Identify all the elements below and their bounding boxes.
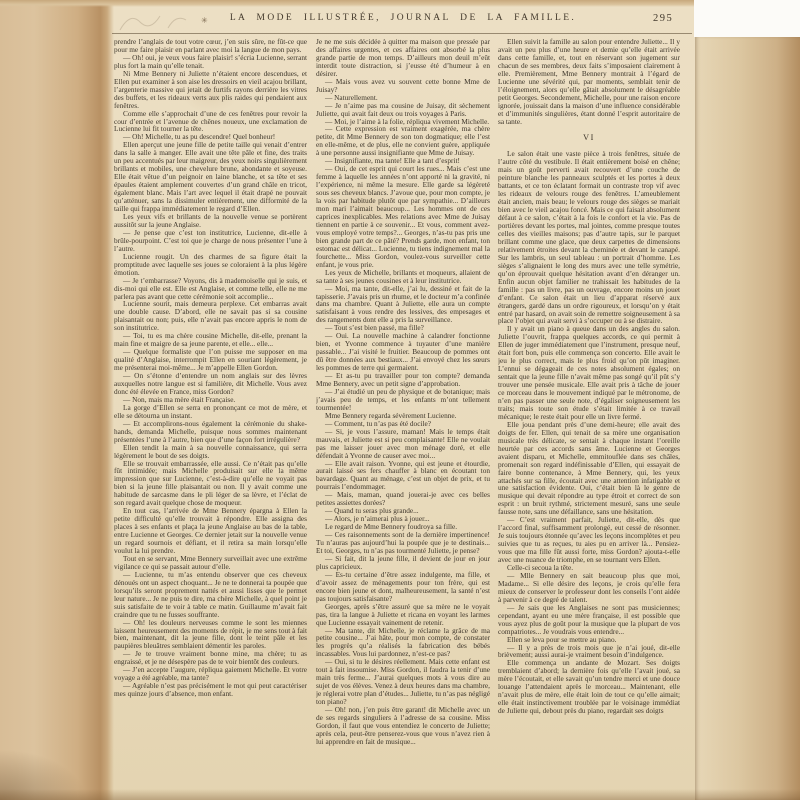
paragraph: — Es-tu certaine d’être assez indulgente, ma fille, et d’avoir assez de ménagements pour ton frère, qui est encore bien jeune et dont, malheureusement, la santé n’est pas toujours satisfaisante? [316,569,490,603]
ornament-mark: ✳ [201,16,208,25]
paragraph: Ni Mme Bennery ni Juliette n’étaient encore descendues, et Ellen put examiner à son aise les dressoirs en vieil acajou brillant, l’argenterie massive qui jetait de furtifs rayons derrière les vitres des buffets, et les rideaux verts aux plis raides qui pendaient aux fenêtres. [114,68,307,110]
paragraph: — Oh! oui, je veux vous faire plaisir! s’écria Lucienne, serrant plus fort la main qu’elle tenait. [114,52,307,70]
paragraph: Mme Bennery regarda sévèrement Lucienne. [325,410,457,420]
paragraph: — Oui, si tu le désires réellement. Mais cette enfant est tout à fait insoumise. Miss Gordon, il faudra la tenir d’une main très ferme... J’aurai quelques mots à vous dire au sujet de vos élèves. Venez à deux heures dans ma chambre, je réglerai votre plan d’études... Juliette, tu n’as pas négligé ton piano? [316,657,490,707]
text-column-1 [114,38,307,794]
paragraph: — Alors, je n’aimerai plus à jouer... [325,514,430,524]
paragraph: — Ces raisonnements sont de la dernière impertinence! Tu n’auras pas aujourd’hui la poupée que je te destinais... Et toi, Georges, tu n’as pas tourmenté Juliette, je pense? [316,530,490,555]
paragraph: — Si fait, dit la jeune fille, il devient de jour en jour plus capricieux. [316,553,490,571]
page-stack-edge [695,37,800,800]
page-top-edge [0,0,698,7]
journal-title: LA MODE ILLUSTRÉE, JOURNAL DE LA FAMILLE. [229,13,577,23]
paragraph: Tout en se servant, Mme Bennery surveillait avec une extrême vigilance ce qui se passait autour d’elle. [114,553,307,571]
paragraph: — Je te trouve vraiment bonne mine, ma chère; tu as engraissé, et je ne désespère pas de te voir bientôt des couleurs. [114,649,307,667]
paragraph: La gorge d’Ellen se serra en prononçant ce mot de mère, et elle se détourna un instant. [114,402,307,420]
paragraph: — Et as-tu pu travailler pour ton compte? demanda Mme Bennery, avec un petit signe d’approbation. [316,371,490,388]
paragraph: — J’en accepte l’augure, répliqua gaiement Michelle. Et votre voyage a été agréable, ma tante? [114,665,307,683]
paragraph: prendre l’anglais de tout votre cœur, j’en suis sûre, ne fût-ce que pour me faire plaisir en parlant avec moi la langue de mon pays. [114,38,307,54]
paragraph: — Moi, je l’aime à la folie, répliqua vivement Michelle. [325,116,490,126]
paragraph: — Et accomplirons-nous également la cérémonie du shake-hands, demanda Michelle, puisque nous sommes maintenant présentées l’une à l’autre, bien que d’une façon fort irrégulière? [114,418,307,444]
paragraph: — Elle avait raison. Yvonne, qui est jeune et étourdie, aurait laissé ses fers chauffer à blanc en écoutant ton bavardage. Quant au ménage, c’est un objet de prix, et tu pourrais l’endommager. [316,458,490,492]
text-column-2 [316,38,490,794]
paragraph: Les yeux vifs et brillants de la nouvelle venue se portèrent aussitôt sur la jeune Anglaise. [114,211,307,229]
paragraph: — Je t’embarrasse? Voyons, dis à mademoiselle qui je suis, et dis-moi qui elle est. Elle est Anglaise, et comme telle, elle ne me parlera pas avant que cette cérémonie soit accomplie... [114,275,307,301]
paragraph: — Quand tu seras plus grande... [325,506,419,516]
paragraph: — Moi, ma tante, dit-elle, j’ai lu, dessiné et fait de la tapisserie. J’avais pris un rhume, et le docteur m’a confinée dans ma chambre. Quant à Juliette, elle aura un compte satisfaisant à vous rendre des lessives, des empesages et des rangements dont elle a pris la surveillance. [316,283,490,325]
paragraph: Ellen tendit la main à sa nouvelle connaissance, qui serra légèrement le bout de ses doigts. [114,442,307,460]
paragraph: Ellen se leva pour se mettre au piano. [507,634,617,644]
paragraph: Elle commença un andante de Mozart. Ses doigts tremblaient d’abord; la dernière fois qu’elle l’avait joué, sa mère l’écoutait, et elle savait qu’un tendre merci et une douce louange l’attendaient après le morceau... Maintenant, elle n’avait plus de mère, elle était loin de tout ce qu’elle aimait; elle était instinctivement troublée par le voisinage immédiat de Juliette qui, debout près du piano, regardait ses doigts [498,658,680,716]
paragraph: — Il y a près de trois mois que je n’ai joué, dit-elle brièvement; aussi aurai-je vraiment besoin d’indulgence. [498,642,680,660]
paragraph: Elle joua pendant près d’une demi-heure; elle avait des doigts de fer. Ellen, qui tenait de sa mère une organisation musicale très délicate, se sentait à chaque instant l’oreille heurtée par ces accords sans âme. Lucienne et Georges avaient disparu, et Michelle, emmitouflée dans ses châles, promenait son regard indéfinissable d’Ellen, qui essayait de faire bonne contenance, à Mme Bennery, qui, les yeux attachés sur sa fille, écoutait avec une attention infatigable et une satisfaction évidente. Oui, c’était bien là le genre de musique qui devait répondre au type étroit et correct de son esprit : un bruit rythmé, strictement mesuré, sans une seule fausse note, sans une défaillance, sans une hésitation. [498,419,680,517]
paragraph: — Cette expression est vraiment exagérée, ma chère petite, dit Mme Bennery de son ton dogmatique; elle l’est en elle-même, et de plus, elle ne convient guère, appliquée à une personne aussi insignifiante que Mme de Juisay. [316,124,490,158]
paragraph: Les yeux de Michelle, brillants et moqueurs, allaient de sa tante à ses jeunes cousines et à leur institutrice. [316,267,490,285]
paragraph: Elle se trouvait embarrassée, elle aussi. Ce n’était pas qu’elle fût intimidée; mais Michelle produisait sur elle la même impression que sur Lucienne, c’est-à-dire qu’elle ne voyait pas bien si la jeune fille plaisantait ou non. Il y avait comme une habitude de sarcasme dans le pli léger de sa lèvre, et l’éclat de son regard avait quelque chose de moqueur. [114,458,307,508]
page-gutter-shadow [0,0,114,800]
paragraph: — Naturellement. [325,92,378,102]
paragraph: Georges, après s’être assuré que sa mère ne le voyait pas, tira la langue à Juliette et ricana en voyant les larmes que Lucienne essayait vainement de retenir. [316,601,490,627]
section-heading: VI [583,133,595,143]
paragraph: Ellen suivit la famille au salon pour entendre Juliette... Il y avait un peu plus d’une heure et demie qu’elle était arrivée dans cette famille, et, tout en réservant son jugement sur chacun de ses membres, deux faits s’imposaient clairement à elle. Premièrement, Mme Bennery montrait à l’égard de Lucienne une sévérité qui, par moments, semblait tenir de l’éloignement, alors qu’elle gâtait absolument le désagréable petit Georges. Secondement, Michelle, pour une raison encore ignorée, jouissait dans la maison d’une influence considérable et d’immunités singulières, étant donné l’esprit autoritaire de sa tante. [498,38,680,126]
paragraph: — Mais, maman, quand jouerai-je avec ces belles petites assiettes dorées? [316,490,490,508]
paragraph: Il y avait un piano à queue dans un des angles du salon. Juliette l’ouvrit, frappa quelques accords, ce qui permit à Ellen de juger immédiatement que l’instrument, presque neuf, était fort bon, puis elle commença son concerto. Elle avait le jeu le plus correct, mais le plus froid qu’on pût imaginer. L’ennui se dégageait de ces notes absolument égales; on sentait que la jeune fille n’avait même pas songé qu’il pût s’y trouver une pensée musicale. Elle avait pris à tâche de jouer ce morceau dans le mouvement indiqué par le métronome, de n’en pas passer une seule note, d’égaliser soigneusement les traits; mais toute son étude s’était limitée à ce travail mécanique; le reste était pour elle un livre fermé. [498,324,680,421]
paragraph: — Non, mais ma mère était Française. [123,394,236,404]
paragraph: — On s’étonne d’entendre un nom anglais sur des lèvres auxquelles notre langue est si familière, dit Michelle. Vous avez donc été élevée en France, miss Gordon? [114,371,307,396]
paragraph: — Comment, tu n’as pas été docile? [325,418,431,428]
paragraph: — Agréable n’est pas précisément le mot qui peut caractériser mes quinze jours d’absence, mon enfant. [114,681,307,699]
paragraph: — Je pense que c’est ton institutrice, Lucienne, dit-elle à brûle-pourpoint. C’est toi que je charge de nous présenter l’une à l’autre. [114,227,307,253]
paragraph: — J’ai étudié un peu de physique et de botanique; mais j’avais peu de temps, et les enfants m’ont tellement tourmentée! [316,386,490,412]
paragraph: — Je n’aime pas ma cousine de Juisay, dit sèchement Juliette, qui avait fait deux ou trois voyages à Paris. [316,100,490,118]
paragraph: Le salon était une vaste pièce à trois fenêtres, située de l’autre côté du vestibule. Il était entièrement boisé en chêne; mais un goût perverti avait recouvert d’une couche de peinture blanche les panneaux sculptés et les portes à deux battants, et ce ton éclatant formait un contraste trop vif avec les rideaux de velours rouge des fenêtres. L’ameublement était ancien, mais beau; le velours rouge des sièges se mariait bien avec le vieil acajou foncé. Mais ce qui faisait absolument défaut à ce salon, c’était à la fois le confort et la vie. Pas de portières devant les portes, mal jointes, comme presque toutes celles des vieilles maisons; pas d’autre tapis, sur le parquet brillant comme une glace, que deux carpettes de dimensions relativement étroites devant la cheminée et devant le canapé. Sur les lambris, un seul tableau : un portrait d’homme. Les sièges s’alignaient le long des murs avec une telle symétrie, qu’on éprouvait quelque hésitation avant d’en déranger un. Enfin aucun objet familier ne trahissait les habitudes de la famille : pas un livre, pas un ouvrage, encore moins un jouet d’enfant. Ce salon était un lieu d’apparat réservé aux étrangers, gardé dans un ordre rigoureux, et lorsqu’on y était entré par hasard, on avait soin de remettre soigneusement à sa place l’objet qui avait servi à s’occuper ou à se distraire. [498,149,680,326]
paragraph: Le regard de Mme Bennery foudroya sa fille. [325,522,458,532]
paragraph: — Mlle Bennery en sait beaucoup plus que moi, Madame... Si elle désire des leçons, je crois qu’elle fera mieux de conserver le professeur dont les conseils l’ont aidée à parvenir à ce degré de talent. [498,570,680,604]
page-number: 295 [653,13,674,24]
paragraph: Lucienne sourit, mais demeura perplexe. Cet embarras avait une double cause. D’abord, elle ne savait pas si sa cousine plaisantait ou non; puis, elle n’avait pas encore appris le nom de son institutrice. [114,299,307,333]
page-bottom-edge [0,789,800,800]
paragraph: — Mais vous avez vu souvent cette bonne Mme de Juisay? [316,76,490,94]
paragraph: En tout cas, l’arrivée de Mme Bennery épargna à Ellen la petite difficulté qu’elle trouvait à répondre. Elle assigna des places à ses enfants et plaça la jeune Anglaise au bas de la table, entre Lucienne et Georges. Ce dernier jetait sur la nouvelle venue un regard sournois et défiant, et il retira sa main lorsqu’elle voulut la lui prendre. [114,506,307,555]
paragraph: — Tout s’est bien passé, ma fille? [325,323,424,333]
paragraph: Je ne me suis décidée à quitter ma maison que pressée par des affaires urgentes, et ces affaires ont absorbé la plus grande partie de mon temps. D’ailleurs mon deuil m’eût interdit toute distraction, si j’eusse été d’humeur à en désirer. [316,38,490,78]
paragraph: — Oui. La nouvelle machine à calandrer fonctionne bien, et Yvonne commence à tuyauter d’une manière passable... J’ai visité le fruitier. Beaucoup de pommes ont dû être données aux bestiaux... J’ai envoyé chez les sœurs les pommes de terre qui germaient. [316,331,490,373]
paragraph: — Quelque formaliste que l’on puisse me supposer en ma qualité d’Anglaise, interrompit Ellen en souriant légèrement, je me présenterai moi-même... Je m’appelle Ellen Gordon. [114,347,307,373]
paragraph: — Oh! non, j’en puis être garant! dit Michelle avec un de ses regards singuliers à l’adresse de sa cousine. Miss Gordon, il faut que vous entendiez le concerto de Juliette; après cela, peut-être penserez-vous que vous n’avez rien à lui apprendre en fait de musique... [316,705,490,746]
paragraph: — C’est vraiment parfait, Juliette, dit-elle, dès que l’accord final, suffisamment prolongé, eut cessé de résonner. Je suis toujours étonnée qu’avec les leçons incomplètes et peu suivies que tu as reçues, tu aies pu en arriver là... Pensiez-vous que ma fille fût aussi forte, miss Gordon? ajouta-t-elle avec une nuance de triomphe, en se tournant vers Ellen. [498,515,680,565]
paragraph: — Lucienne, tu m’as entendu observer que ces cheveux dénoués ont un aspect choquant... Je ne te donnerai ta poupée que lorsqu’ils seront proprement nattés et aussi lisses que le permet leur nature... Je ne puis te dire, ma chère Michelle, à quel point je suis satisfaite de te voir à table ce matin. Guillaume m’avait fait craindre que tu ne fusses souffrante. [114,569,307,619]
paragraph: — Toi, tu es ma chère cousine Michelle, dit-elle, prenant la main fine et maigre de sa jeune parente, et elle... elle... [114,331,307,349]
paragraph: — Oh! Michelle, tu as pu descendre! Quel bonheur! [123,132,276,142]
paragraph: — Je sais que les Anglaises ne sont pas musiciennes; cependant, ayant eu une mère française, il est possible que vous ayez plus de goût pour la musique que la plupart de vos compatriotes... Je voudrais vous entendre... [498,602,680,636]
paragraph: — Ma tante, dit Michelle, je réclame la grâce de ma petite cousine... J’ai hâte, pour mon compte, de constater les progrès qu’a réalisés la fabrication des bébés incassables. Vous lui pardonnez, n’est-ce pas? [316,625,490,659]
header-rule [112,33,692,34]
photo-background-corner [694,0,800,37]
paragraph: Ellen aperçut une jeune fille de petite taille qui venait d’entrer dans la salle à manger. Elle avait une tête pâle et fine, des traits un peu accentués par leur maigreur, des yeux noirs singulièrement brillants et mobiles, une chevelure brune, abondante et soyeuse. Elle était vêtue d’un peignoir en laine blanche, et sa tête et ses épaules étaient amplement couvertes d’un grand châle en tricot, également blanc. Mais l’art avec lequel il était drapé ne pouvait qu’atténuer, sans la dissimuler entièrement, une difformité de la taille qui frappa immédiatement le regard d’Ellen. [114,140,307,214]
paragraph: Lucienne rougit. Un des charmes de sa figure était la promptitude avec laquelle ses joues se coloraient à la plus légère émotion. [114,251,307,277]
paragraph: — Oh! les douleurs nerveuses comme le sont les miennes laissent heureusement des moments de répit, je me sens tout à fait bien, maintenant, dit la jeune fille, dont le teint pâle et les paupières bleuâtres semblaient démentir les paroles. [114,617,307,651]
paragraph: Celle-ci secoua la tête. [507,563,574,572]
text-column-3 [498,38,680,794]
paragraph: Comme elle s’approchait d’une de ces fenêtres pour revoir la cour d’entrée et l’avenue de chênes noueux, une exclamation de Lucienne lui fit tourner la tête. [114,108,307,134]
paragraph: — Insignifiante, ma tante! Elle a tant d’esprit! [325,156,460,166]
paragraph: — Si, je vous l’assure, maman! Mais le temps était mauvais, et Juliette est si peu complaisante! Elle ne voulait pas me laisser jouer avec mon ménage doré, et elle défendait à Yvonne de causer avec moi... [316,426,490,460]
paragraph: — Oui, de cet esprit qui court les rues... Mais c’est une femme à laquelle les années n’ont apporté ni la gravité, ni l’expérience, ni même la mesure. Elle garde sa légèreté sous ses cheveux blancs. J’avoue que, pour mon compte, je la vois par habitude plutôt que par sympathie... D’ailleurs mon mari l’aimait beaucoup... Les hommes ont de ces caprices inexplicables. Mes relations avec Mme de Juisay tiennent en partie à ce souvenir... Et vous, comment avez-vous employé votre temps?... Georges, n’as-tu pas pris une bien grande part de ce pâté? Prends garde, mon enfant, ton estomac est délicat... Lucienne, tu tiens indignement mal la fourchette... Miss Gordon, voulez-vous surveiller cette enfant, je vous prie. [316,164,490,269]
